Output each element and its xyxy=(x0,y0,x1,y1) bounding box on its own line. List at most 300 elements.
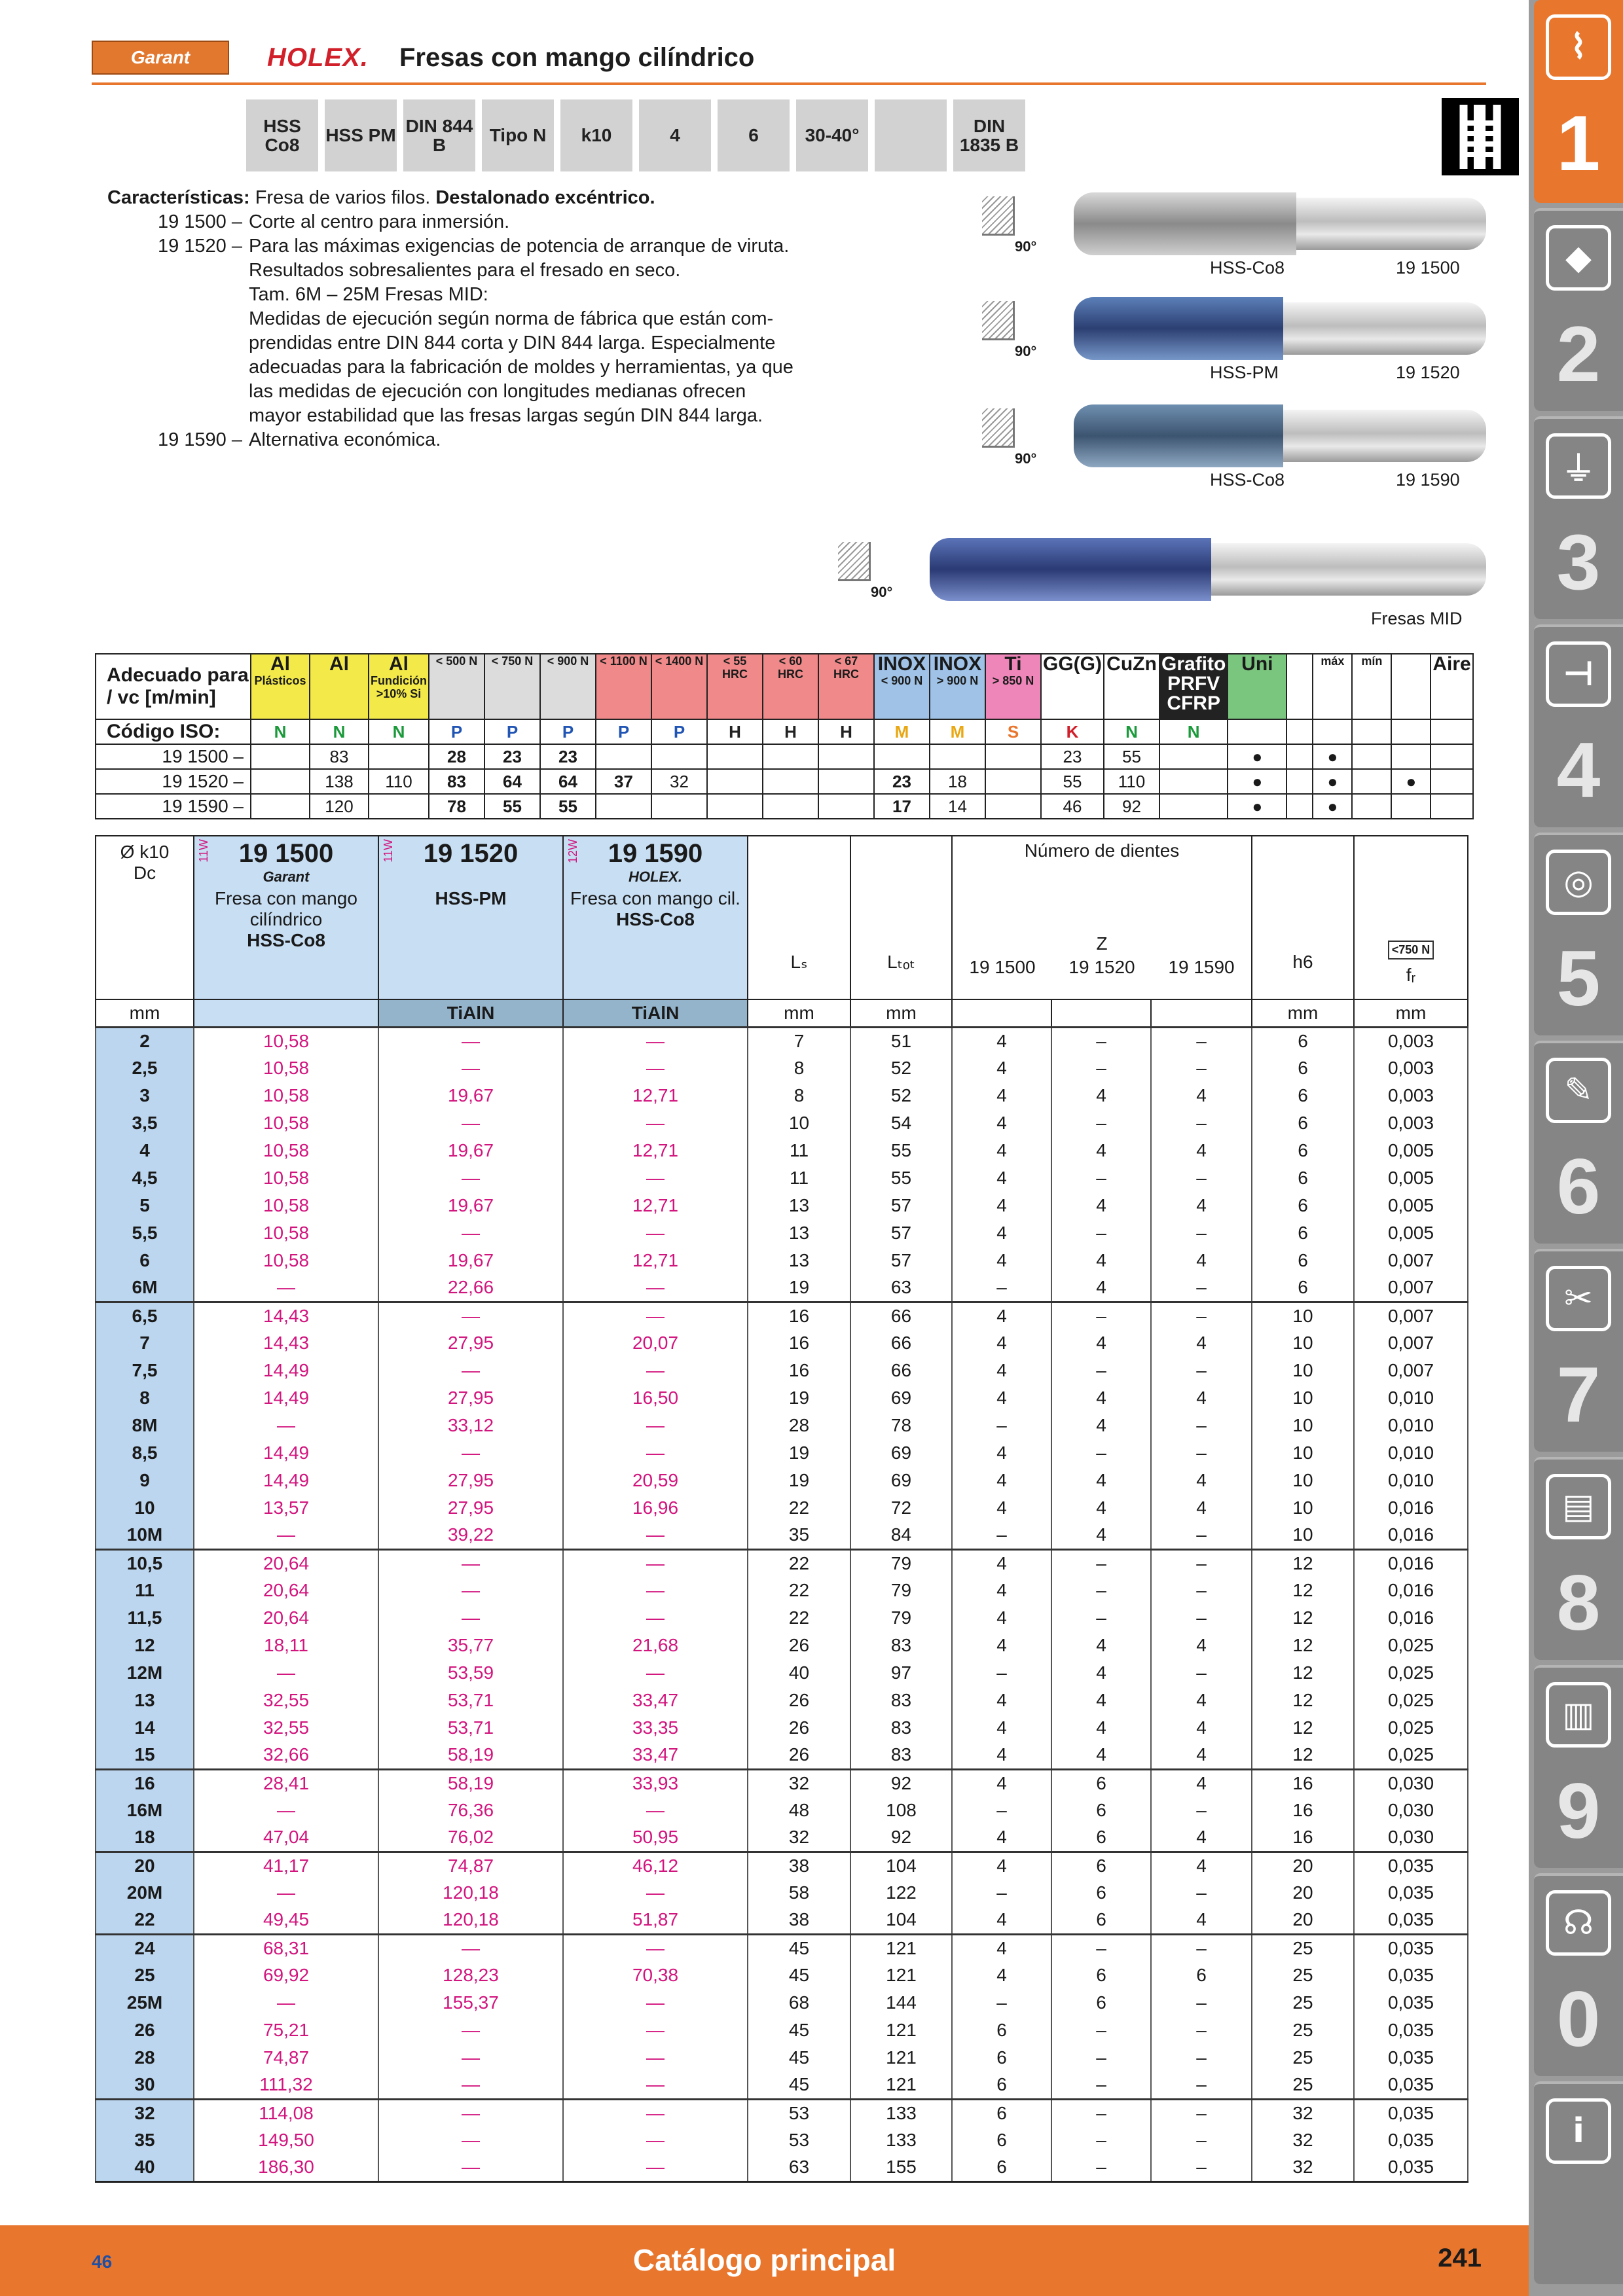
table-cell: — xyxy=(563,1412,748,1439)
table-cell: 4 xyxy=(1151,1632,1252,1659)
table-cell: – xyxy=(1151,1604,1252,1632)
table-cell: 4 xyxy=(952,1439,1051,1467)
table-row xyxy=(96,1989,1468,2017)
table-cell: 2 xyxy=(96,1027,194,1054)
table-cell: 4 xyxy=(1151,1384,1252,1412)
table-cell: 0,025 xyxy=(1354,1742,1468,1769)
table-cell: 3,5 xyxy=(96,1109,194,1137)
table-row xyxy=(96,1357,1468,1384)
table-cell: 5 xyxy=(96,1192,194,1219)
spec-badge: DIN 844 B xyxy=(403,99,475,171)
chapter-number: 5 xyxy=(1556,935,1601,1022)
table-cell: 53 xyxy=(748,2126,850,2154)
characteristic-line xyxy=(107,210,985,234)
characteristic-line xyxy=(107,234,985,259)
table-cell: 14,43 xyxy=(194,1329,378,1357)
table-cell: 20,07 xyxy=(563,1329,748,1357)
table-cell: — xyxy=(378,1027,563,1054)
cutting-speed xyxy=(1352,744,1391,769)
table-cell: 12,71 xyxy=(563,1247,748,1274)
table-cell: 33,35 xyxy=(563,1714,748,1742)
table-cell: 104 xyxy=(850,1907,952,1934)
table-cell: 69 xyxy=(850,1384,952,1412)
coating-cell xyxy=(194,999,378,1027)
table-cell: 22 xyxy=(96,1907,194,1934)
table-row xyxy=(96,1797,1468,1824)
table-cell: 12 xyxy=(1252,1687,1354,1714)
table-cell: 12 xyxy=(1252,1632,1354,1659)
table-cell: 35 xyxy=(748,1522,850,1549)
table-row xyxy=(96,1274,1468,1302)
material-column xyxy=(763,654,818,719)
table-row xyxy=(96,1302,1468,1329)
cutting-speed xyxy=(1286,769,1313,794)
cutting-speed: 55 xyxy=(1104,744,1159,769)
product-description: Fresa con mango cilíndrico xyxy=(215,888,357,929)
table-cell: 0,030 xyxy=(1354,1769,1468,1797)
tool-material: Fresas MID xyxy=(1371,609,1463,628)
cutting-speed: 138 xyxy=(310,769,369,794)
cutting-speed: 64 xyxy=(484,769,540,794)
table-cell: 47,04 xyxy=(194,1824,378,1852)
cutting-speed xyxy=(1431,794,1472,819)
table-cell: 79 xyxy=(850,1549,952,1577)
footer-page-left: 46 xyxy=(92,2251,113,2272)
unit-cell: mm xyxy=(1252,999,1354,1027)
material-name: INOX xyxy=(933,653,982,675)
z-codes xyxy=(953,957,1251,978)
table-cell: 16 xyxy=(748,1302,850,1329)
table-cell: 22 xyxy=(748,1494,850,1522)
table-cell: – xyxy=(1051,1604,1151,1632)
table-cell: 92 xyxy=(850,1824,952,1852)
table-cell: – xyxy=(1151,1109,1252,1137)
table-cell: – xyxy=(1051,2072,1151,2099)
caliper-icon: ⊣ xyxy=(1546,641,1611,707)
table-cell: 83 xyxy=(850,1687,952,1714)
table-row xyxy=(96,1164,1468,1192)
material-column xyxy=(596,654,651,719)
product-code: 19 1520 – xyxy=(157,236,242,257)
table-cell: – xyxy=(952,1659,1051,1687)
table-cell: – xyxy=(1151,2072,1252,2099)
table-cell: 7 xyxy=(96,1329,194,1357)
table-cell: 39,22 xyxy=(378,1522,563,1549)
table-row xyxy=(96,1412,1468,1439)
table-cell: — xyxy=(563,1274,748,1302)
table-cell: 66 xyxy=(850,1302,952,1329)
table-cell: 121 xyxy=(850,2044,952,2072)
table-cell: 4 xyxy=(952,1962,1051,1989)
table-cell: 4 xyxy=(952,1907,1051,1934)
table-cell: 4 xyxy=(952,1302,1051,1329)
flutes xyxy=(1074,192,1296,255)
table-cell: 8 xyxy=(748,1082,850,1109)
table-cell: 4 xyxy=(1051,1274,1151,1302)
table-cell: 6 xyxy=(1051,1797,1151,1824)
characteristic-line xyxy=(107,307,985,331)
table-row xyxy=(96,1934,1468,1962)
iso-code: P xyxy=(484,719,540,744)
table-cell: 13 xyxy=(748,1219,850,1247)
cutting-speed xyxy=(1286,794,1313,819)
table-cell: 0,025 xyxy=(1354,1659,1468,1687)
table-cell: 12 xyxy=(1252,1742,1354,1769)
iso-code: P xyxy=(540,719,596,744)
table-cell: 68,31 xyxy=(194,1934,378,1962)
spec-badge: DIN 1835 B xyxy=(953,99,1025,171)
diameter-tolerance: Ø k10 xyxy=(120,842,170,862)
spec-badge xyxy=(875,99,947,171)
table-cell: – xyxy=(1151,1439,1252,1467)
iso-code: N xyxy=(369,719,429,744)
table-cell: 0,003 xyxy=(1354,1082,1468,1109)
chapter-tab-6[interactable] xyxy=(1534,1041,1623,1244)
table-cell: 4 xyxy=(1151,1742,1252,1769)
iso-code: H xyxy=(818,719,874,744)
table-cell: 10,58 xyxy=(194,1054,378,1082)
angle-label: 90° xyxy=(871,584,893,600)
qr-code[interactable] xyxy=(1442,98,1519,175)
characteristic-line xyxy=(107,355,985,380)
characteristics-bold: Destalonado excéntrico. xyxy=(435,187,655,208)
table-cell: 32 xyxy=(1252,2154,1354,2181)
table-cell: 4 xyxy=(952,1137,1051,1164)
cutting-speed: 55 xyxy=(484,794,540,819)
table-cell: 57 xyxy=(850,1247,952,1274)
end-mill-image xyxy=(1074,191,1486,257)
table-row xyxy=(96,1907,1468,1934)
table-cell: 4 xyxy=(1051,1384,1151,1412)
table-cell: 6 xyxy=(952,2017,1051,2044)
wrench-icon: ✎ xyxy=(1546,1058,1611,1123)
table-cell: 63 xyxy=(850,1274,952,1302)
table-row xyxy=(96,1082,1468,1109)
chapter-number: 7 xyxy=(1556,1351,1601,1439)
cutting-speed xyxy=(251,794,310,819)
characteristic-text: Para las máximas exigencias de potencia de arranque de viruta. xyxy=(249,236,790,257)
table-cell: – xyxy=(1051,2044,1151,2072)
table-cell: 19 xyxy=(748,1467,850,1494)
material-column xyxy=(1228,654,1286,719)
table-row xyxy=(96,1027,1468,1054)
angle-label: 90° xyxy=(1015,238,1037,255)
footer-page-number: 241 xyxy=(1438,2244,1482,2272)
garant-logo: Garant xyxy=(92,41,229,75)
spec-badge: 6 xyxy=(718,99,790,171)
table-cell: 48 xyxy=(748,1797,850,1824)
material-sub: < 1400 N xyxy=(655,655,704,668)
material-name: Al xyxy=(388,653,409,675)
table-cell: 22 xyxy=(748,1577,850,1604)
material-name: Uni xyxy=(1241,653,1273,675)
table-cell: 13 xyxy=(748,1192,850,1219)
table-cell: 14,43 xyxy=(194,1302,378,1329)
cutting-speed xyxy=(707,769,763,794)
table-cell: 83 xyxy=(850,1632,952,1659)
table-row xyxy=(96,1577,1468,1604)
cutting-speed xyxy=(930,744,985,769)
chapter-tab-9[interactable] xyxy=(1534,1665,1623,1868)
table-cell: — xyxy=(563,1164,748,1192)
product-tag: 12W xyxy=(566,839,579,864)
iso-code xyxy=(1228,719,1286,744)
table-cell: 4 xyxy=(1151,1852,1252,1879)
table-cell: 4 xyxy=(952,1247,1051,1274)
table-cell: — xyxy=(563,1989,748,2017)
table-cell: 12 xyxy=(1252,1604,1354,1632)
table-cell: — xyxy=(194,1989,378,2017)
iso-code: H xyxy=(707,719,763,744)
table-cell: 6 xyxy=(1252,1054,1354,1082)
table-cell: 0,035 xyxy=(1354,2044,1468,2072)
table-cell: 4 xyxy=(1151,1467,1252,1494)
table-cell: — xyxy=(378,1164,563,1192)
end-mill-image xyxy=(1074,403,1486,469)
cutting-speed xyxy=(707,794,763,819)
table-cell: 4 xyxy=(952,1054,1051,1082)
table-cell: 0,035 xyxy=(1354,2154,1468,2181)
table-cell: 33,93 xyxy=(563,1769,748,1797)
material-sub: mín xyxy=(1361,655,1383,668)
chapter-number: 0 xyxy=(1556,1975,1601,2063)
table-cell: 10 xyxy=(748,1109,850,1137)
table-cell: 6 xyxy=(1051,1879,1151,1907)
table-cell: 4 xyxy=(1051,1742,1151,1769)
table-cell: 27,95 xyxy=(378,1384,563,1412)
table-cell: 4 xyxy=(952,1219,1051,1247)
table-cell: – xyxy=(1051,1164,1151,1192)
table-cell: 16,50 xyxy=(563,1384,748,1412)
cutting-speed xyxy=(251,744,310,769)
table-cell: 40 xyxy=(96,2154,194,2181)
table-cell: 0,010 xyxy=(1354,1384,1468,1412)
table-cell: 13 xyxy=(96,1687,194,1714)
holex-logo: HOLEX. xyxy=(267,43,369,72)
product-code: 19 1500 – xyxy=(96,744,251,769)
table-cell: — xyxy=(378,2126,563,2154)
shank xyxy=(1205,543,1486,596)
table-row xyxy=(96,2154,1468,2181)
end-mill-image xyxy=(1074,296,1486,361)
cutting-speed: 23 xyxy=(1041,744,1104,769)
chapter-tab-7[interactable] xyxy=(1534,1249,1623,1452)
material-column xyxy=(484,654,540,719)
chapter-tab-8[interactable] xyxy=(1534,1457,1623,1660)
table-cell: – xyxy=(1051,2154,1151,2181)
table-cell: 58,19 xyxy=(378,1769,563,1797)
iso-code xyxy=(1286,719,1313,744)
table-cell: 6 xyxy=(1151,1962,1252,1989)
table-cell: 0,007 xyxy=(1354,1357,1468,1384)
table-row xyxy=(96,1384,1468,1412)
table-cell: — xyxy=(194,1879,378,1907)
cutting-speed: 120 xyxy=(310,794,369,819)
cutting-speed xyxy=(596,744,651,769)
table-row xyxy=(96,1852,1468,1879)
table-cell: 4 xyxy=(952,1714,1051,1742)
table-cell: 10M xyxy=(96,1522,194,1549)
material-sub: < 67 HRC xyxy=(833,655,859,681)
table-cell: 6 xyxy=(952,2072,1051,2099)
chapter-tab-4[interactable] xyxy=(1534,624,1623,827)
table-cell: 4 xyxy=(1151,1824,1252,1852)
cutting-speed: 32 xyxy=(651,769,707,794)
material-column xyxy=(1286,654,1313,719)
material-sub: < 500 N xyxy=(435,655,478,668)
spec-badge: Tipo N xyxy=(482,99,554,171)
chapter-tab-5[interactable] xyxy=(1534,833,1623,1035)
table-cell: 10 xyxy=(1252,1329,1354,1357)
product-code: 19 1590 xyxy=(608,839,703,868)
table-cell: 12 xyxy=(1252,1577,1354,1604)
table-row xyxy=(96,1549,1468,1577)
product-code xyxy=(107,380,249,404)
table-cell: – xyxy=(1051,1577,1151,1604)
characteristics-text: Fresa de varios filos. xyxy=(255,187,431,208)
chapter-tab-0[interactable] xyxy=(1534,1873,1623,2076)
table-cell: 8M xyxy=(96,1412,194,1439)
table-cell: 12,71 xyxy=(563,1137,748,1164)
table-cell: 16 xyxy=(1252,1797,1354,1824)
chapter-tab-3[interactable] xyxy=(1534,416,1623,619)
table-cell: 0,035 xyxy=(1354,1934,1468,1962)
table-cell: 6 xyxy=(1051,1962,1151,1989)
table-cell: 11,5 xyxy=(96,1604,194,1632)
table-row xyxy=(96,1659,1468,1687)
table-cell: — xyxy=(563,2017,748,2044)
product-header xyxy=(194,836,378,999)
characteristic-line xyxy=(107,283,985,307)
table-cell: 52 xyxy=(850,1054,952,1082)
chapter-number: 3 xyxy=(1556,518,1601,606)
table-cell: 35 xyxy=(96,2126,194,2154)
unit-cell: mm xyxy=(96,999,194,1027)
table-cell: 10 xyxy=(1252,1357,1354,1384)
product-code xyxy=(107,283,249,307)
table-cell: 0,030 xyxy=(1354,1797,1468,1824)
table-cell: 4 xyxy=(96,1137,194,1164)
product-code xyxy=(107,259,249,283)
angle-symbol-icon xyxy=(838,542,871,581)
table-cell: – xyxy=(952,1274,1051,1302)
table-cell: 19,67 xyxy=(378,1137,563,1164)
table-cell: 78 xyxy=(850,1412,952,1439)
table-cell: 32,66 xyxy=(194,1742,378,1769)
grinding-disc-icon: ◎ xyxy=(1546,850,1611,915)
table-cell: 51 xyxy=(850,1027,952,1054)
table-cell: 19 xyxy=(748,1439,850,1467)
table-cell: 76,02 xyxy=(378,1824,563,1852)
end-mill-image xyxy=(930,537,1486,602)
table-row xyxy=(96,2017,1468,2044)
table-cell: 120,18 xyxy=(378,1907,563,1934)
table-row xyxy=(96,2044,1468,2072)
table-cell: 49,45 xyxy=(194,1907,378,1934)
characteristics-lines xyxy=(107,210,985,452)
table-row xyxy=(96,1742,1468,1769)
table-cell: 55 xyxy=(850,1137,952,1164)
table-cell: 27,95 xyxy=(378,1494,563,1522)
table-cell: 8,5 xyxy=(96,1439,194,1467)
cutting-speed: ● xyxy=(1228,744,1286,769)
table-cell: — xyxy=(563,1357,748,1384)
table-cell: — xyxy=(563,2126,748,2154)
chapter-tab-1[interactable] xyxy=(1534,0,1623,203)
teeth-header xyxy=(952,836,1252,999)
table-cell: 6 xyxy=(1252,1082,1354,1109)
table-row xyxy=(96,1494,1468,1522)
table-cell: 0,005 xyxy=(1354,1219,1468,1247)
z-code: 19 1590 xyxy=(1168,957,1235,977)
material-column xyxy=(818,654,874,719)
table-cell: 4 xyxy=(1051,1632,1151,1659)
characteristic-text: Resultados sobresalientes para el fresado en seco. xyxy=(249,260,681,281)
cutting-speed xyxy=(874,744,930,769)
chapter-tab-i[interactable] xyxy=(1534,2081,1623,2284)
table-cell: – xyxy=(1051,1054,1151,1082)
table-cell: 12 xyxy=(1252,1714,1354,1742)
cutting-speed xyxy=(1431,744,1472,769)
product-header xyxy=(378,836,563,999)
table-cell: 149,50 xyxy=(194,2126,378,2154)
table-row xyxy=(96,1879,1468,1907)
table-cell: — xyxy=(378,1577,563,1604)
chapter-tab-2[interactable] xyxy=(1534,208,1623,411)
table-cell: 4 xyxy=(1151,1714,1252,1742)
table-cell: — xyxy=(563,2099,748,2126)
shank xyxy=(1277,302,1486,355)
table-row xyxy=(96,1824,1468,1852)
table-cell: 57 xyxy=(850,1219,952,1247)
table-cell: 32 xyxy=(1252,2126,1354,2154)
table-cell: 16,96 xyxy=(563,1494,748,1522)
cutting-speed: 78 xyxy=(429,794,484,819)
table-cell: 10 xyxy=(1252,1384,1354,1412)
table-cell: — xyxy=(563,1879,748,1907)
iso-code: N xyxy=(310,719,369,744)
unit-cell xyxy=(1151,999,1252,1027)
characteristic-text: Tam. 6M – 25M Fresas MID: xyxy=(249,284,488,305)
material-column xyxy=(1104,654,1159,719)
table-cell: 79 xyxy=(850,1604,952,1632)
table-cell: – xyxy=(952,1797,1051,1824)
chapter-number: 2 xyxy=(1556,310,1601,398)
product-code: 19 1590 – xyxy=(96,794,251,819)
table-cell: 51,87 xyxy=(563,1907,748,1934)
cutting-speed: ● xyxy=(1228,794,1286,819)
table-cell: 133 xyxy=(850,2099,952,2126)
cutting-speed xyxy=(1159,794,1228,819)
table-cell: – xyxy=(1151,1164,1252,1192)
cutting-speed: ● xyxy=(1391,769,1431,794)
angle-symbol-icon xyxy=(982,408,1015,448)
iso-code xyxy=(1313,719,1352,744)
table-cell: 0,003 xyxy=(1354,1027,1468,1054)
table-row xyxy=(96,1522,1468,1549)
table-cell: 32 xyxy=(1252,2099,1354,2126)
material-sub: < 900 N xyxy=(547,655,589,668)
tool-material: HSS-Co8 xyxy=(1210,258,1285,278)
table-cell: 155,37 xyxy=(378,1989,563,2017)
material-column xyxy=(874,654,930,719)
table-cell: – xyxy=(1151,1412,1252,1439)
table-cell: 4 xyxy=(952,1549,1051,1577)
shank xyxy=(1290,198,1486,250)
table-cell: — xyxy=(194,1522,378,1549)
material-column xyxy=(651,654,707,719)
cutting-speed: 64 xyxy=(540,769,596,794)
